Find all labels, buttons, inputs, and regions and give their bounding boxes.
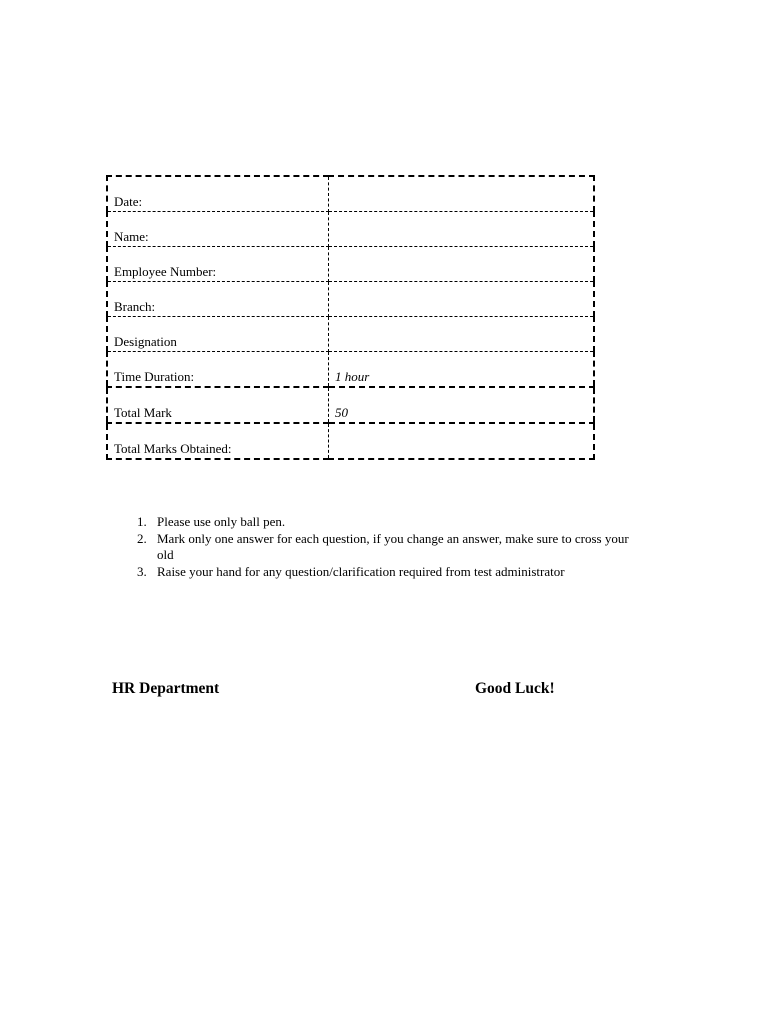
table-row bbox=[107, 387, 594, 423]
table-row bbox=[107, 282, 594, 317]
hr-department-signature: HR Department bbox=[112, 680, 220, 697]
candidate-info-table bbox=[106, 175, 595, 460]
table-row bbox=[107, 423, 594, 459]
designation-label: Designation bbox=[107, 317, 329, 352]
list-item-number: 3. bbox=[137, 563, 147, 579]
table-row bbox=[107, 247, 594, 282]
list-item-text: Mark only one answer for each question, if you change an answer, make sure to cross your old bbox=[157, 530, 629, 562]
list-item-text: Please use only ball pen. bbox=[157, 514, 286, 529]
employee-number-value bbox=[329, 247, 595, 282]
table-row bbox=[107, 176, 594, 212]
branch-label: Branch: bbox=[107, 282, 329, 317]
list-item bbox=[130, 531, 640, 564]
list-item bbox=[130, 564, 640, 581]
list-item-number: 1. bbox=[137, 514, 147, 529]
total-marks-obtained-value bbox=[329, 423, 595, 459]
time-duration-value: 1 hour bbox=[329, 352, 595, 388]
employee-number-label: Employee Number: bbox=[107, 247, 329, 282]
name-value bbox=[329, 212, 595, 247]
time-duration-label: Time Duration: bbox=[107, 352, 329, 388]
total-mark-label: Total Mark bbox=[107, 387, 329, 423]
list-item-text: Raise your hand for any question/clarification required from test administrator bbox=[157, 563, 565, 579]
list-item-number: 2. bbox=[137, 530, 147, 546]
table-row bbox=[107, 352, 594, 388]
good-luck-message: Good Luck! bbox=[475, 680, 555, 697]
total-marks-obtained-label: Total Marks Obtained: bbox=[107, 423, 329, 459]
list-item bbox=[130, 514, 640, 531]
table-row bbox=[107, 212, 594, 247]
date-value bbox=[329, 176, 595, 212]
branch-value bbox=[329, 282, 595, 317]
designation-value bbox=[329, 317, 595, 352]
name-label: Name: bbox=[107, 212, 329, 247]
total-mark-value: 50 bbox=[329, 387, 595, 423]
instructions-list bbox=[130, 514, 640, 580]
table-row bbox=[107, 317, 594, 352]
date-label: Date: bbox=[107, 176, 329, 212]
